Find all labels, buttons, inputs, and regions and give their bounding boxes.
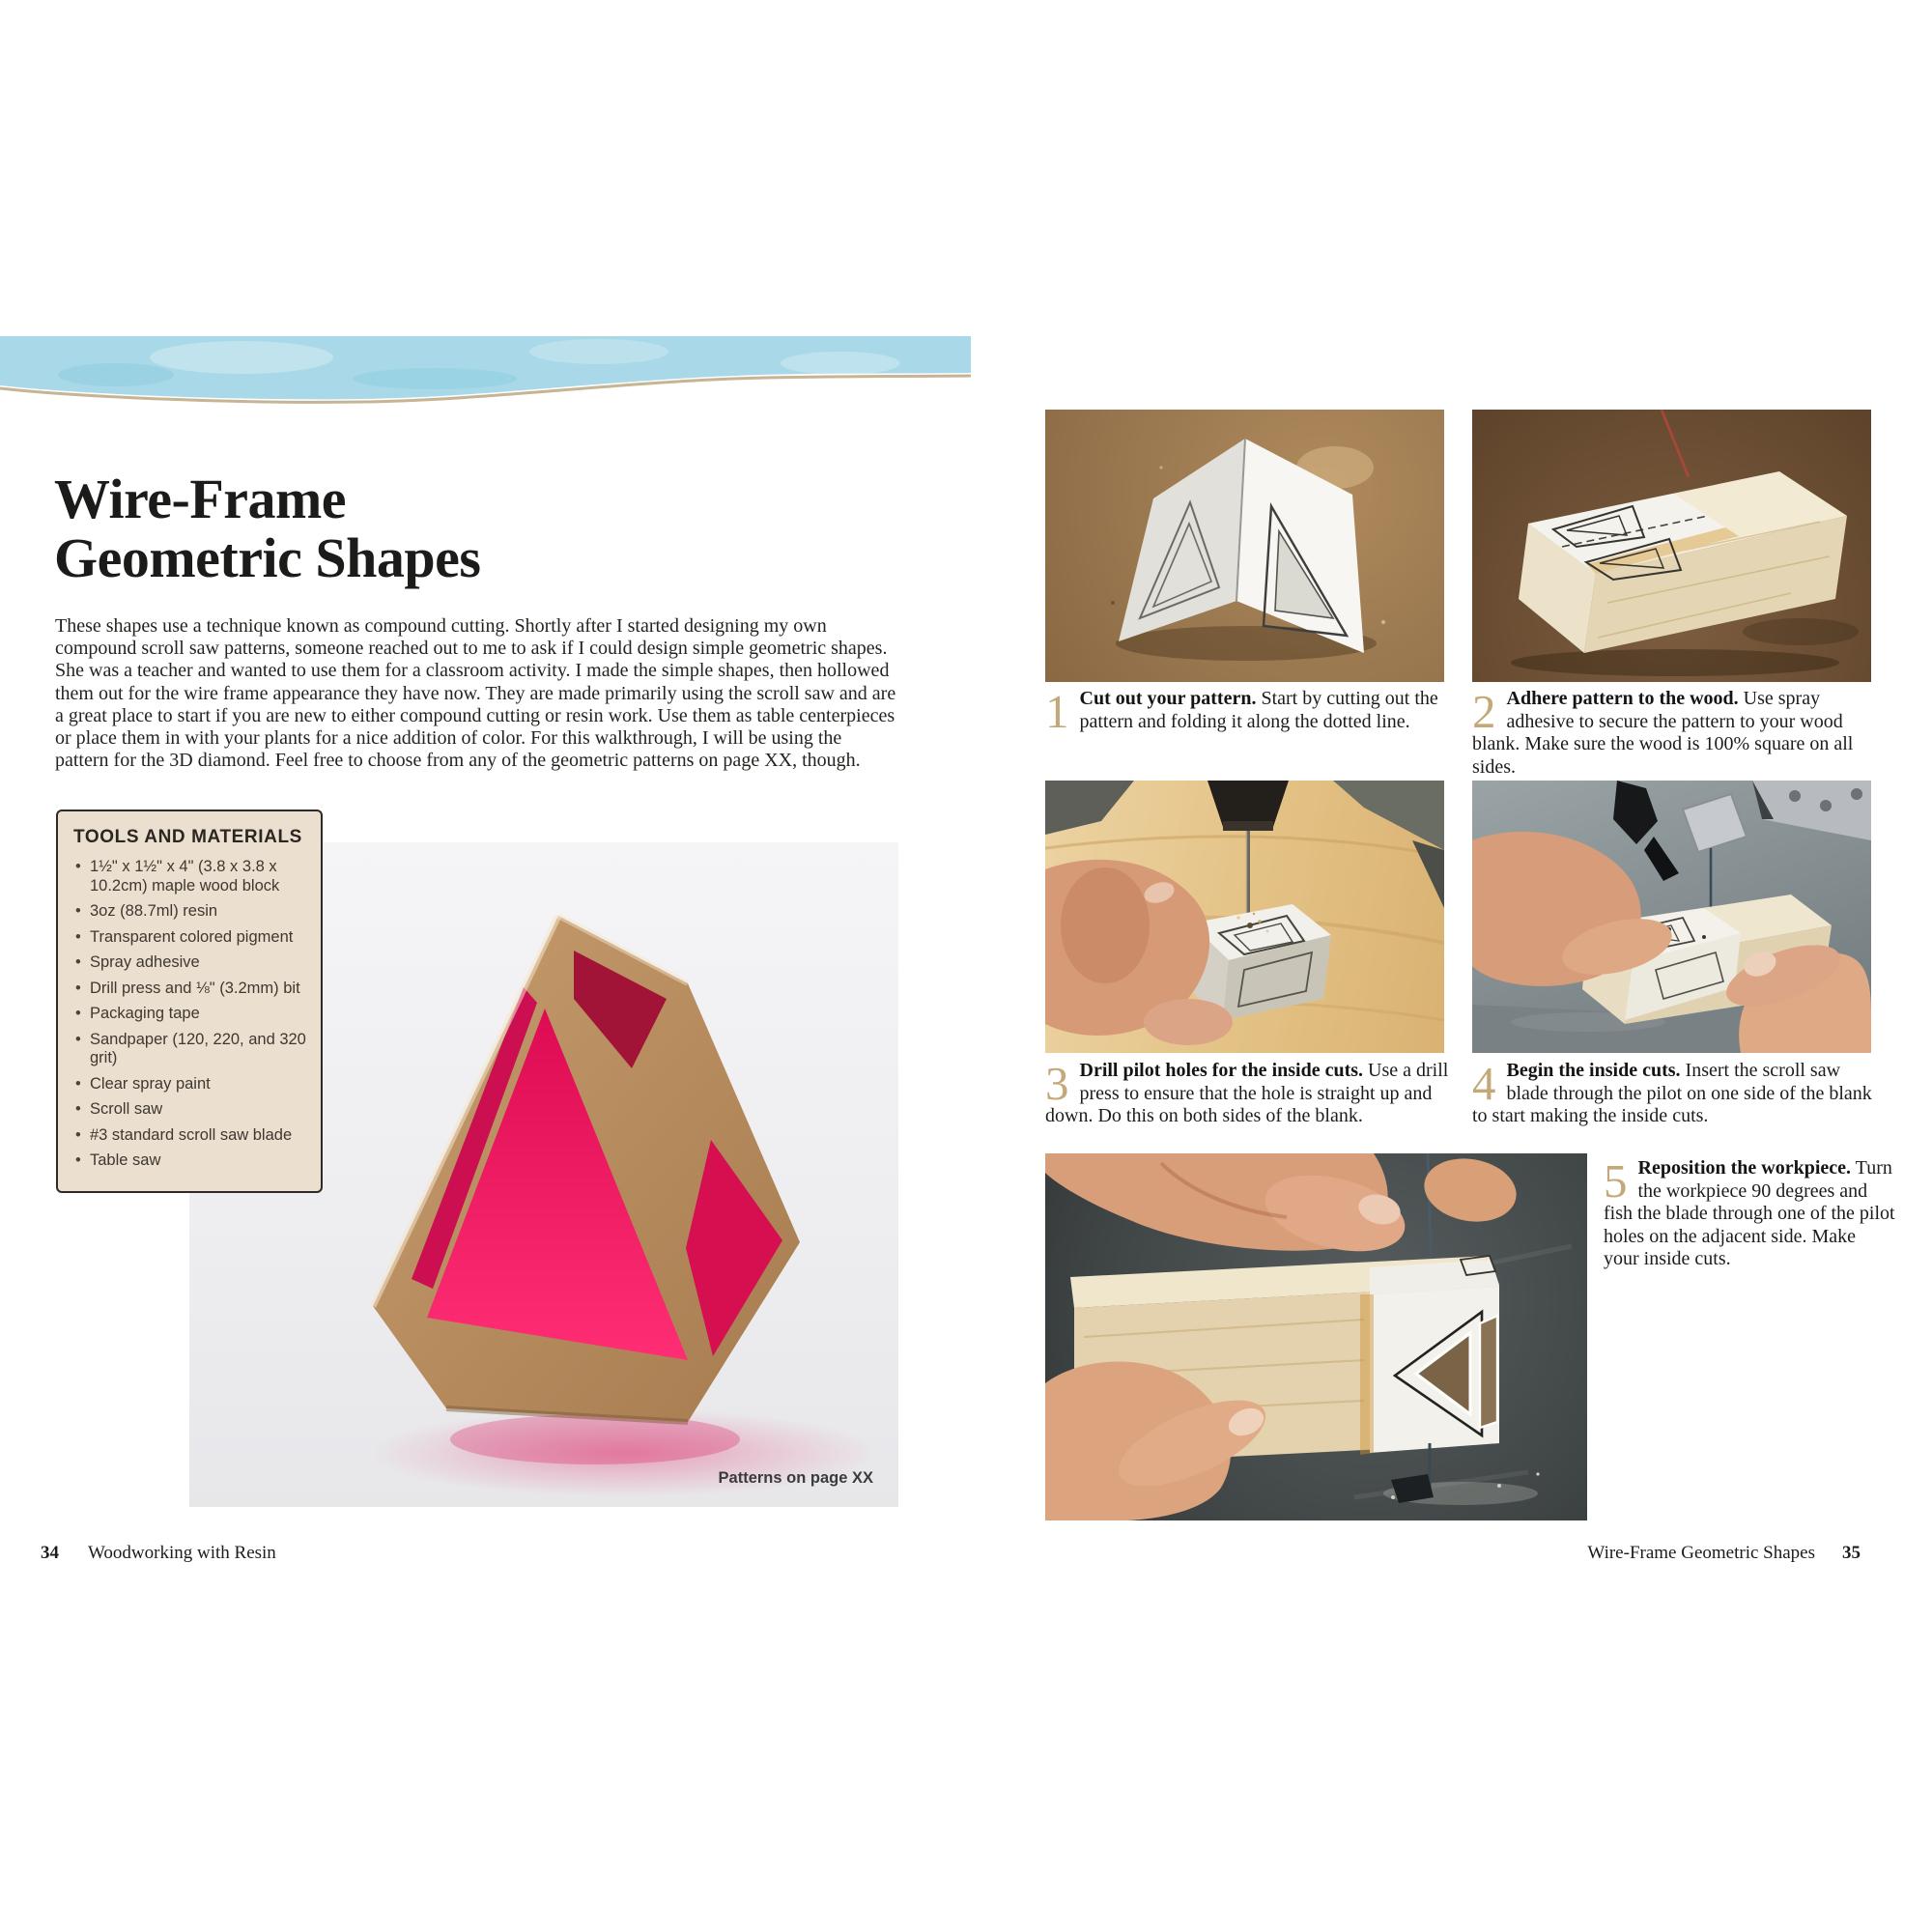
step3-lead: Drill pilot holes for the inside cuts. (1079, 1060, 1364, 1081)
tools-list-item: • Spray adhesive (73, 953, 307, 973)
page-number-left: 34 (41, 1543, 59, 1563)
step5-art (1045, 1153, 1587, 1520)
step5-photo (1045, 1153, 1587, 1520)
step2-number: 2 (1472, 685, 1496, 738)
step1-lead: Cut out your pattern. (1079, 688, 1257, 709)
step5-lead: Reposition the workpiece. (1637, 1157, 1852, 1179)
intro-paragraph: These shapes use a technique known as compound cutting. Shortly after I started designing my own compound scroll saw patterns, someone reached out to me to ask if I could design simple geometric shapes. She was a teacher and wanted to use them for a classroom activity. I made the simple shapes, then hollowed them out for the wire frame appearance they have now. They are made primarily using the scroll saw and are a great place to start if you are new to either compound cutting or resin work. Use them as table centerpieces or place them in with your plants for a nice addition of color. For this walkthrough, I will be using the pattern for the 3D diamond. Feel free to choose from any of the geometric patterns on page XX, though. (55, 615, 896, 772)
step3-art (1045, 781, 1444, 1053)
tools-list-item: • #3 standard scroll saw blade (73, 1126, 307, 1146)
step4-art (1472, 781, 1871, 1053)
page-title-line2: Geometric Shapes (54, 526, 481, 589)
page-title (54, 467, 923, 589)
tools-box-heading: TOOLS AND MATERIALS (73, 827, 302, 847)
tools-list-item: • 3oz (88.7ml) resin (73, 902, 307, 922)
step4-lead: Begin the inside cuts. (1506, 1060, 1681, 1081)
tools-list-item: • Drill press and ⅛" (3.2mm) bit (73, 980, 307, 999)
step4-number: 4 (1472, 1057, 1496, 1110)
step2-text: Use spray adhesive to secure the pattern to your wood blank. Make sure the wood is 100% square on all sides. (1472, 688, 1854, 778)
tools-list (73, 858, 307, 1171)
step4-caption (1472, 1057, 1878, 1128)
step3-photo (1045, 781, 1444, 1053)
step4-text: Insert the scroll saw blade through the pilot on one side of the blank to start making the inside cuts. (1472, 1060, 1872, 1126)
tools-list-item: • Clear spray paint (73, 1075, 307, 1094)
step1-number: 1 (1045, 685, 1069, 738)
watercolor-band-art (0, 336, 976, 413)
book-title: Woodworking with Resin (88, 1543, 276, 1563)
tools-list-item: • Scroll saw (73, 1100, 307, 1120)
step2-art (1472, 410, 1871, 682)
step1-photo (1045, 410, 1444, 682)
footer-left (41, 1543, 276, 1564)
step1-caption (1045, 685, 1451, 738)
step4-photo (1472, 781, 1871, 1053)
step3-text: Use a drill press to ensure that the hole is straight up and down. Do this on both sides of the blank. (1045, 1060, 1449, 1126)
step5-caption (1604, 1154, 1895, 1271)
step2-photo (1472, 410, 1871, 682)
step2-lead: Adhere pattern to the wood. (1506, 688, 1739, 709)
footer-right (1587, 1543, 1861, 1564)
tools-list-item: • Transparent colored pigment (73, 928, 307, 948)
step3-caption (1045, 1057, 1451, 1128)
page-number-right: 35 (1842, 1543, 1861, 1563)
step5-number: 5 (1604, 1154, 1628, 1208)
step1-art (1045, 410, 1444, 682)
step1-text: Start by cutting out the pattern and folding it along the dotted line. (1079, 688, 1438, 732)
watercolor-band (0, 336, 976, 413)
step5-text: Turn the workpiece 90 degrees and fish the blade through one of the pilot holes on the adjacent side. Make your inside cuts. (1604, 1157, 1895, 1269)
photo-caption: Patterns on page XX (718, 1469, 873, 1487)
tools-list-item: • Packaging tape (73, 1005, 307, 1024)
step2-caption (1472, 685, 1878, 779)
tools-and-materials-box (56, 810, 323, 1193)
step3-number: 3 (1045, 1057, 1069, 1110)
tools-list-item: • Sandpaper (120, 220, and 320 grit) (73, 1031, 307, 1068)
page-title-line1: Wire-Frame (54, 467, 347, 530)
tools-list-item: • 1½" x 1½" x 4" (3.8 x 3.8 x 10.2cm) maple wood block (73, 858, 307, 895)
chapter-title: Wire-Frame Geometric Shapes (1587, 1543, 1815, 1563)
tools-list-item: • Table saw (73, 1151, 307, 1171)
